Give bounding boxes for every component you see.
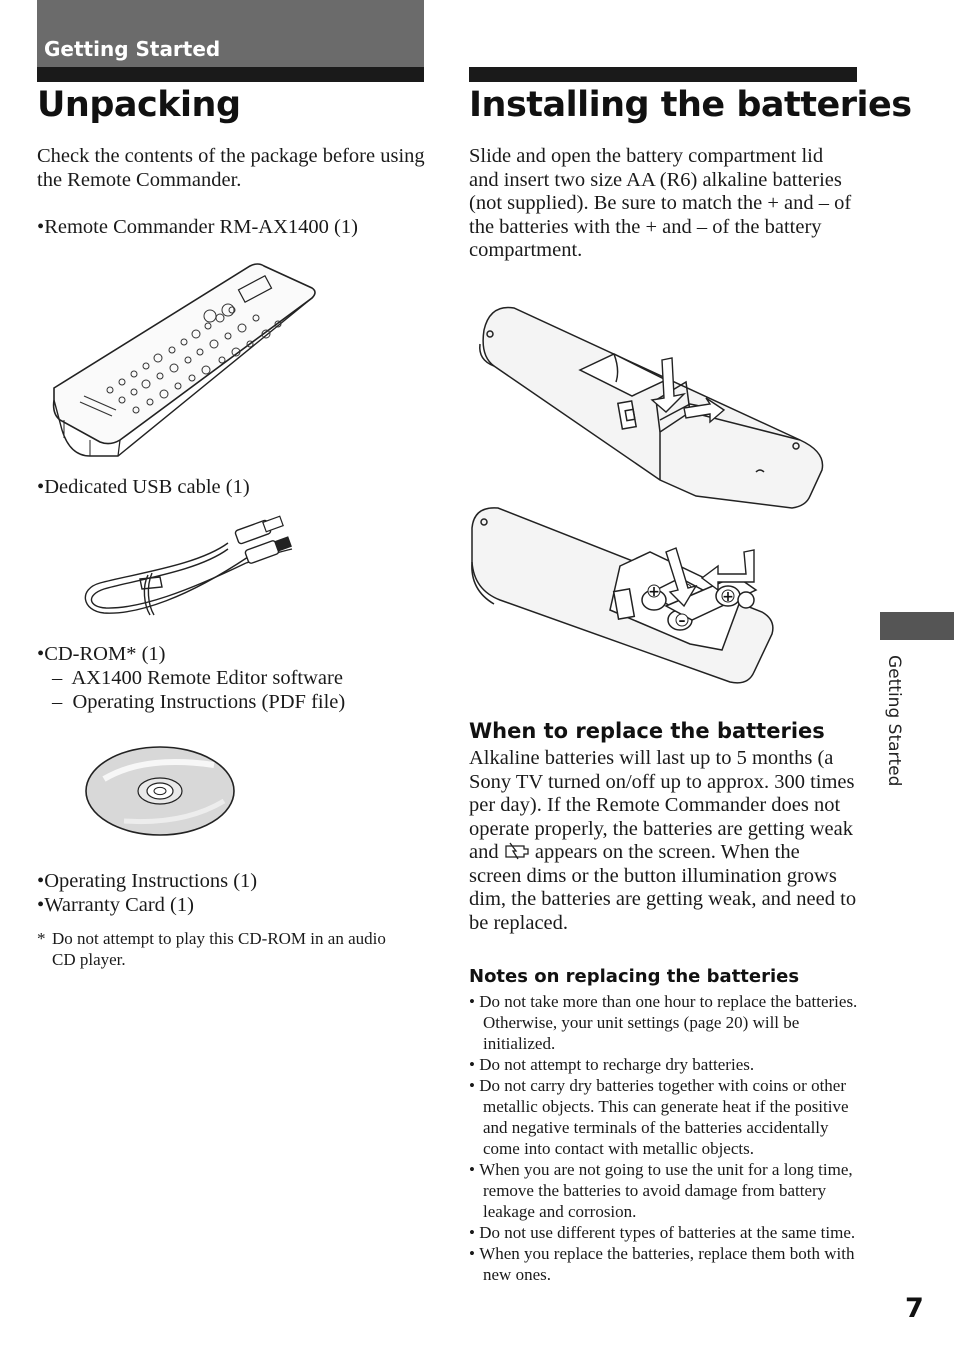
left-rule — [37, 67, 424, 82]
note-item: • When you replace the batteries, replace them both with new ones. — [469, 1244, 855, 1284]
note-item: • Do not carry dry batteries together with coins or other metallic objects. This can generate heat if the positive and negative terminals of the batteries accidentally come into contact with metallic objects. — [469, 1076, 849, 1158]
cd-rom-icon — [84, 745, 238, 837]
item-cdrom: •CD-ROM* (1) — [37, 643, 166, 665]
replace-heading: When to replace the batteries — [469, 719, 825, 743]
batteries-title: Installing the batteries — [469, 85, 912, 125]
item-usb-label: Dedicated USB cable (1) — [44, 476, 250, 498]
item-usb: •Dedicated USB cable (1) — [37, 476, 250, 498]
note-text: Do not carry dry batteries together with coins or other metallic objects. This can generate heat if the positive and negative terminals of the batteries accidentally come into contact with metallic objects. — [479, 1076, 849, 1158]
note-item: • Do not attempt to recharge dry batteries. — [469, 1055, 755, 1074]
note-text: When you are not going to use the unit for a long time, remove the batteries to avoid damage from battery leakage and corrosion. — [479, 1160, 853, 1221]
batteries-intro: Slide and open the battery compartment lid and insert two size AA (R6) alkaline batteries (not supplied). Be sure to match the + and – of the batteries with the + and – of the battery compartment. — [469, 145, 852, 261]
replace-text-part-1: Alkaline batteries will last up to 5 months (a Sony TV turned on/off up to approx. 300 times per day). If the Remote Commander does not operate properly, the batteries are getting weak and — [469, 747, 855, 863]
section-header-label: Getting Started — [44, 37, 221, 61]
usb-cable-icon — [78, 515, 308, 620]
side-tab-label: Getting Started — [884, 655, 904, 787]
replace-text — [469, 747, 857, 935]
replace-text-part-2: appears on the screen. When the screen dims or the button illumination grows dim, the batteries are getting weak, and need to be replaced. — [469, 841, 857, 934]
notes-list — [469, 991, 859, 1285]
svg-text:–: – — [678, 613, 686, 629]
note-text: Do not use different types of batteries at the same time. — [479, 1223, 856, 1242]
footnote-mark: * — [37, 929, 46, 948]
page-number: 7 — [905, 1293, 924, 1324]
item-remote-label: Remote Commander RM-AX1400 (1) — [44, 216, 358, 238]
side-tab-marker — [880, 612, 954, 640]
item-cdrom-label: CD-ROM* (1) — [44, 643, 166, 665]
note-item: • Do not use different types of batteries at the same time. — [469, 1223, 856, 1242]
footnote: Do not attempt to play this CD-ROM in an audio CD player. — [52, 929, 386, 969]
svg-text:+: + — [722, 589, 734, 605]
note-text: When you replace the batteries, replace them both with new ones. — [479, 1244, 855, 1284]
item-instructions: •Operating Instructions (1) — [37, 870, 258, 892]
battery-compartment-illustration — [470, 300, 830, 690]
note-text: Do not attempt to recharge dry batteries. — [479, 1055, 755, 1074]
unpacking-intro: Check the contents of the package before using the Remote Commander. — [37, 145, 425, 191]
item-warranty-label: Warranty Card (1) — [44, 894, 194, 916]
item-warranty: •Warranty Card (1) — [37, 894, 194, 916]
note-text: Do not take more than one hour to replace the batteries. Otherwise, your unit settings (page 20) will be initialized. — [479, 992, 858, 1053]
svg-text:+: + — [648, 584, 660, 600]
cdrom-sub-1-label: AX1400 Remote Editor software — [71, 667, 343, 689]
cdrom-sub-2-label: Operating Instructions (PDF file) — [72, 691, 346, 713]
notes-heading: Notes on replacing the batteries — [469, 966, 800, 987]
right-rule — [469, 67, 857, 82]
cdrom-sub-2: – Operating Instructions (PDF file) — [52, 691, 346, 713]
note-item: • Do not take more than one hour to replace the batteries. Otherwise, your unit settings (page 20) will be initialized. — [469, 992, 858, 1053]
cdrom-sub-1: – AX1400 Remote Editor software — [52, 667, 343, 689]
note-item: • When you are not going to use the unit for a long time, remove the batteries to avoid damage from battery leakage and corrosion. — [469, 1160, 853, 1221]
low-battery-icon — [504, 843, 530, 859]
unpacking-title: Unpacking — [37, 85, 241, 125]
remote-control-icon — [50, 260, 320, 460]
item-remote: •Remote Commander RM-AX1400 (1) — [37, 216, 358, 238]
item-instructions-label: Operating Instructions (1) — [44, 870, 258, 892]
